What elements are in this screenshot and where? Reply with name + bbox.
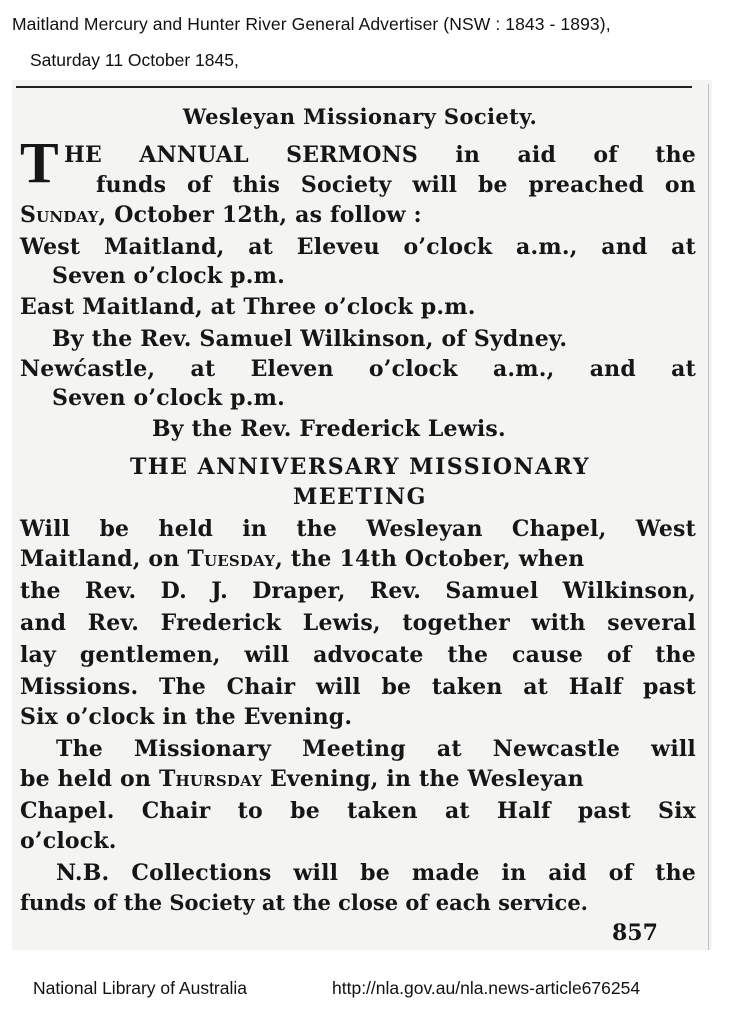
article-number: 857	[612, 920, 658, 946]
body-line: Maitland, on Tuesday, the 14th October, when	[20, 546, 585, 572]
body-line: o’clock.	[20, 828, 117, 854]
meeting-heading: THE ANNIVERSARY MISSIONARY	[129, 454, 591, 480]
weekday-tuesday: Tuesday	[187, 546, 276, 572]
body-line: Newćastle, at Eleven o’clock a.m., and at	[20, 356, 696, 382]
body-line: and Rev. Frederick Lewis, together with several	[20, 610, 696, 636]
body-line: lay gentlemen, will advocate the cause of the	[20, 642, 696, 668]
body-line: By the Rev. Frederick Lewis.	[152, 416, 506, 442]
meeting-heading: MEETING	[293, 484, 427, 510]
date-caption: Saturday 11 October 1845,	[30, 50, 239, 70]
weekday-thursday: Thursday	[158, 766, 263, 792]
body-line: East Maitland, at Three o’clock p.m.	[20, 294, 476, 320]
top-rule	[16, 86, 692, 88]
library-credit: National Library of Australia	[33, 978, 247, 998]
body-line: The Missionary Meeting at Newcastle will	[56, 736, 696, 762]
body-line: West Maitland, at Eleveu o’clock a.m., and at	[20, 234, 696, 260]
body-line: N.B. Collections will be made in aid of the	[56, 860, 696, 886]
body-line: Will be held in the Wesleyan Chapel, West	[20, 516, 696, 542]
body-line: Chapel. Chair to be taken at Half past Six	[20, 798, 696, 824]
column-edge	[708, 84, 709, 950]
body-line: By the Rev. Samuel Wilkinson, of Sydney.	[52, 326, 568, 352]
article-url[interactable]: http://nla.gov.au/nla.news-article676254	[332, 978, 641, 998]
body-line: Seven o’clock p.m.	[52, 263, 285, 289]
article-title: Wesleyan Missionary Society.	[182, 104, 538, 129]
body-line	[20, 202, 422, 228]
body-line: be held on Thursday Evening, in the Wesleyan	[20, 766, 584, 792]
body-line: Missions. The Chair will be taken at Half past	[20, 674, 696, 700]
body-line: Seven o’clock p.m.	[52, 385, 285, 411]
body-line-rest: , October 12th, as follow :	[98, 202, 422, 228]
body-line: funds of this Society will be preached on	[96, 172, 696, 198]
body-line: funds of the Society at the close of each service.	[20, 890, 588, 915]
source-caption: Maitland Mercury and Hunter River General Advertiser (NSW : 1843 - 1893),	[12, 14, 611, 34]
body-line: HE ANNUAL SERMONS in aid of the	[64, 142, 696, 168]
body-line: Six o’clock in the Evening.	[20, 704, 353, 730]
weekday-sunday: Sunday	[20, 202, 99, 228]
body-line: the Rev. D. J. Draper, Rev. Samuel Wilkinson,	[20, 578, 696, 604]
drop-cap: T	[20, 130, 59, 195]
